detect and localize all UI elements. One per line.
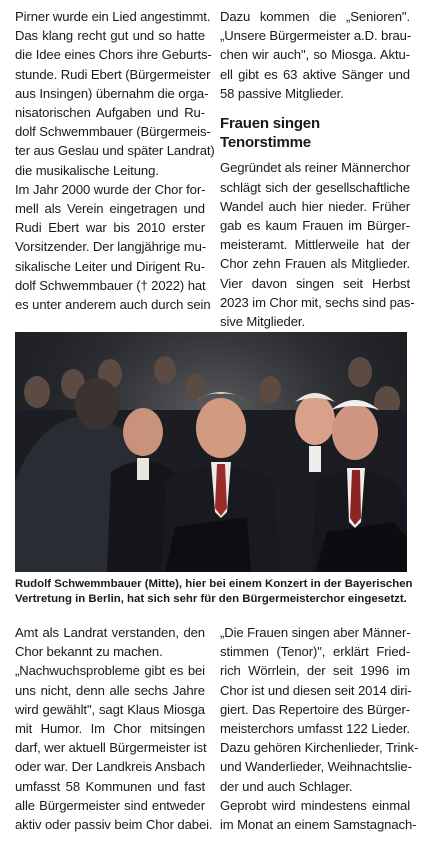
text-line: aus Insingen) übernahm die orga- [15,85,209,101]
text-line: Rudi Ebert war bis 2010 erster [15,220,205,236]
text-line: Dazu gehören Kirchenlieder, Trink- [220,740,419,756]
text-line: stimmen (Tenor)", erklärt Fried- [220,644,410,660]
text-line: und Wanderlieder, Weihnachtslie- [220,759,412,775]
text-line: ell gibt es 63 aktive Sänger und [220,66,410,82]
text-line: Gegründet als reiner Männerchor [220,160,410,176]
text-line: Wandel auch hier nieder. Früher [220,198,410,214]
caption-line: Rudolf Schwemmbauer (Mitte), hier bei einem Konzert in der Bayerischen [15,578,413,590]
text-line: aktiv oder passiv beim Chor dabei. [15,817,213,833]
text-line: im Monat an einem Samstagnach- [220,817,417,833]
text-line: mit Humor. Im Chor mitsingen [15,721,205,737]
text-line: „Die Frauen singen aber Männer- [220,625,411,640]
text-line: Chor ist und diesen seit 2014 diri- [220,682,412,698]
article-photo [15,332,407,572]
text-line: giert. Das Repertoire des Bürger- [220,701,410,717]
caption-line: Vertretung in Berlin, hat sich sehr für den Bürgermeisterchor eingesetzt. [15,593,407,606]
text-line: sive Mitglieder. [220,314,305,330]
text-line: schlägt sich der gesellschaftliche [220,179,410,195]
text-line: Chor zehn Frauen als Mitglieder. [220,256,410,272]
text-line: oder war. Der Landkreis Ansbach [15,759,205,775]
text-line: es unter anderem auch durch sein [15,297,211,313]
text-line: 2023 im Chor mit, sechs sind pas- [220,294,415,310]
text-line: umfasst 58 Kommunen und fast [15,778,205,794]
text-line: Das klang recht gut und so hatte [15,28,205,44]
text-line: uns nicht, denn alle sechs Jahre [15,682,205,698]
text-line: Geprobt wird mindestens einmal [220,797,410,813]
text-line: der und auch Schlager. [220,778,353,794]
text-line: „Nachwuchsprobleme gibt es bei [15,663,205,679]
text-line: Vorsitzender. Der langjährige mu- [15,239,207,255]
text-line: sikalische Leiter und Dirigent Ru- [15,258,205,274]
article-column-bottom-right [220,623,419,834]
text-line: stunde. Rudi Ebert (Bürgermeister [15,66,211,82]
text-line: „Unsere Bürgermeister a.D. brau- [220,28,412,44]
text-line: dolf Schwemmbauer († 2022) hat [15,277,206,293]
photo-caption [15,577,411,607]
text-line: meisterchors umfasst 122 Lieder. [220,721,410,737]
text-line: Chor bekannt zu machen. [15,644,163,660]
text-line: die Idee eines Chors ihre Geburts- [15,47,212,63]
text-line: Dazu kommen die „Senioren". [220,9,410,24]
text-line: ter aus Geslau und später Landrat) [15,143,215,159]
text-line: Pirner wurde ein Lied angestimmt. [15,9,211,24]
text-line: gab es kaum Frauen im Bürger- [220,218,410,234]
text-line: rich Wörrlein, der seit 1996 im [220,663,410,679]
article-column-top-right [220,7,415,331]
text-line: chen wir auch", so Miosga. Aktu- [220,47,410,63]
section-subheading: Frauen singen Tenorstimme [220,115,320,152]
text-line: alle Bürgermeister sind entweder [15,797,205,813]
text-line: nisatorischen Aufgaben und Ru- [15,105,205,121]
article-column-top-left [15,7,215,314]
text-line: die musikalische Leitung. [15,162,159,178]
text-line: Amt als Landrat verstanden, den [15,625,205,640]
text-line: dolf Schwemmbauer (Bürgermeis- [15,124,211,140]
text-line: Vier davon singen seit Herbst [220,275,410,291]
text-line: 58 passive Mitglieder. [220,85,344,101]
text-line: darf, wer aktuell Bürgermeister ist [15,740,207,756]
text-line: mell als Verein eingetragen und [15,201,205,217]
article-column-bottom-left [15,623,213,834]
text-line: meisteramt. Mittlerweile hat der [220,237,410,253]
text-line: wird gewählt", sagt Klaus Miosga [15,701,205,717]
text-line: Im Jahr 2000 wurde der Chor for- [15,181,206,197]
